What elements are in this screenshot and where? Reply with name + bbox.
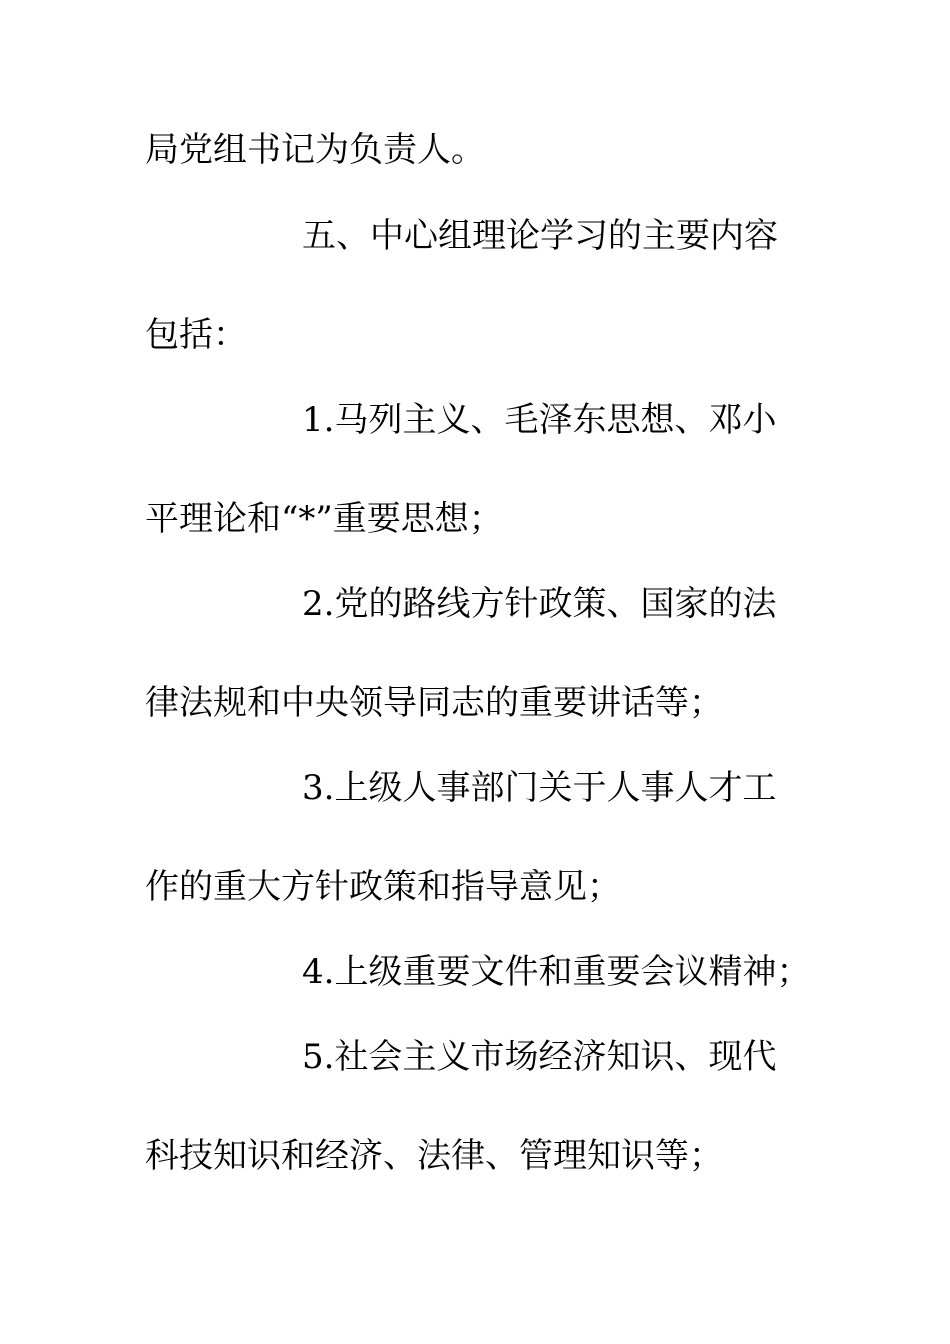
list-item-continuation: 平理论和“*”重要思想；	[145, 499, 503, 539]
paragraph-line: 包括：	[145, 315, 247, 355]
list-item: 5.社会主义市场经济知识、现代	[302, 1037, 777, 1077]
list-item-continuation: 律法规和中央领导同志的重要讲话等；	[145, 683, 723, 723]
list-item: 1.马列主义、毛泽东思想、邓小	[302, 400, 777, 440]
list-item: 2.党的路线方针政策、国家的法	[302, 584, 777, 624]
list-item: 4.上级重要文件和重要会议精神；	[302, 952, 811, 992]
paragraph-line: 局党组书记为负责人。	[145, 130, 485, 170]
section-heading: 五、中心组理论学习的主要内容	[302, 216, 778, 256]
list-item-continuation: 作的重大方针政策和指导意见；	[145, 867, 621, 907]
list-item: 3.上级人事部门关于人事人才工	[302, 768, 777, 808]
list-item-continuation: 科技知识和经济、法律、管理知识等；	[145, 1136, 723, 1176]
